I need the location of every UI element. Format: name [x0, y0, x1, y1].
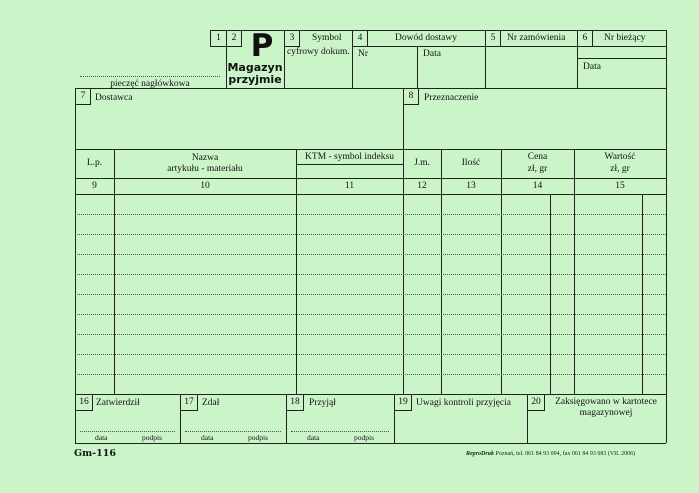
recorded-label-1: Zaksięgowano w kartotece	[555, 397, 657, 407]
ktm-sub-line	[296, 164, 403, 165]
symbol-sublabel: cyfrowy dokum.	[287, 47, 350, 57]
frame-left-line	[75, 88, 76, 443]
header-vline	[666, 30, 667, 88]
destination-label: Przeznaczenie	[424, 93, 479, 103]
frame-top-line	[75, 88, 666, 89]
box-number-16: 16	[75, 394, 93, 411]
supplier-label: Dostawca	[95, 93, 133, 103]
handed-over-date-label: data	[201, 433, 214, 442]
publisher-brand: ReproDruk	[466, 451, 495, 457]
col-number: 9	[92, 181, 97, 191]
table-row-line	[75, 374, 666, 375]
stamp-line	[80, 76, 220, 77]
received-sign-line	[291, 431, 389, 432]
table-row-line	[75, 354, 666, 355]
box-number-3: 3	[284, 30, 300, 47]
box-number-7: 7	[75, 88, 91, 105]
frame-bottom-line	[75, 443, 666, 444]
col-number: 13	[466, 181, 476, 191]
current-date-label: Data	[583, 62, 601, 72]
col-number: 10	[200, 181, 210, 191]
handed-over-sign-line	[185, 431, 281, 432]
handed-over-sign-label: podpis	[248, 433, 269, 442]
handed-over-label: Zdał	[202, 398, 220, 408]
approved-sign-label: podpis	[142, 433, 163, 442]
box-number-5: 5	[485, 30, 501, 47]
inspection-remarks-label: Uwagi kontroli przyjęcia	[416, 398, 511, 408]
box-number-8: 8	[403, 88, 419, 105]
box-number-17: 17	[180, 394, 198, 411]
table-bottom-line	[75, 394, 666, 395]
received-label: Przyjął	[309, 398, 336, 408]
order-number-label: Nr zamówienia	[507, 33, 566, 43]
publisher-details: Poznań, tel. 061 84 93 094, fax 061 84 93 083 (VII. 2006)	[495, 451, 636, 457]
col-value-header: Wartość	[604, 152, 636, 162]
col-number: 11	[344, 181, 355, 191]
publisher-info	[466, 450, 635, 458]
box-number-1: 1	[210, 30, 227, 47]
col-lp-header: L.p.	[86, 158, 103, 168]
approved-date-label: data	[95, 433, 108, 442]
table-header-bottom	[75, 194, 666, 195]
box-number-19: 19	[394, 394, 412, 411]
table-row-line	[75, 334, 666, 335]
col-jm-header: J.m.	[414, 158, 430, 168]
header-sub-line	[352, 46, 666, 47]
box-number-2: 2	[226, 30, 242, 47]
received-date-label: data	[307, 433, 320, 442]
table-row-line	[75, 274, 666, 275]
received-sign-label: podpis	[354, 433, 375, 442]
col-name-subheader: artykułu - materiału	[167, 164, 243, 174]
table-row-line	[75, 234, 666, 235]
frame-right-line	[666, 88, 667, 443]
form-letter: P	[250, 28, 274, 64]
col-value-subheader: zł, gr	[610, 164, 630, 174]
col-number: 12	[417, 181, 427, 191]
table-header-mid	[75, 178, 666, 179]
approved-sign-line	[80, 431, 175, 432]
stamp-label: pieczęć nagłówkowa	[110, 79, 190, 89]
table-header-top	[75, 149, 666, 150]
warehouse-line2: przyjmie	[228, 73, 282, 86]
proof-nr-label: Nr	[358, 49, 369, 59]
current-number-label: Nr bieżący	[604, 33, 646, 43]
table-row-line	[75, 214, 666, 215]
col-price-subheader: zł, gr	[527, 164, 548, 174]
col-number: 15	[615, 181, 625, 191]
box-number-4: 4	[352, 30, 368, 47]
symbol-label: Symbol	[312, 33, 342, 43]
proof-of-delivery-label: Dowód dostawy	[394, 33, 457, 43]
col-ktm-header: KTM - symbol indeksu	[305, 152, 394, 162]
approved-label: Zatwierdził	[96, 398, 140, 408]
table-row-line	[75, 294, 666, 295]
warehouse-line1: Magazyn	[227, 61, 283, 74]
box-number-6: 6	[577, 30, 593, 47]
table-row-line	[75, 254, 666, 255]
header-vline	[417, 46, 418, 88]
proof-date-label: Data	[423, 49, 441, 59]
col-name-header: Nazwa	[191, 153, 219, 163]
col-qty-header: Ilość	[461, 158, 481, 168]
col-price-header: Cena	[527, 152, 548, 162]
form-code: Gm-116	[74, 448, 116, 459]
current-sub-line	[577, 58, 666, 59]
table-row-line	[75, 314, 666, 315]
recorded-label-2: magazynowej	[579, 408, 633, 418]
box-number-18: 18	[286, 394, 304, 411]
col-number: 14	[532, 181, 543, 191]
box-number-20: 20	[527, 394, 545, 411]
